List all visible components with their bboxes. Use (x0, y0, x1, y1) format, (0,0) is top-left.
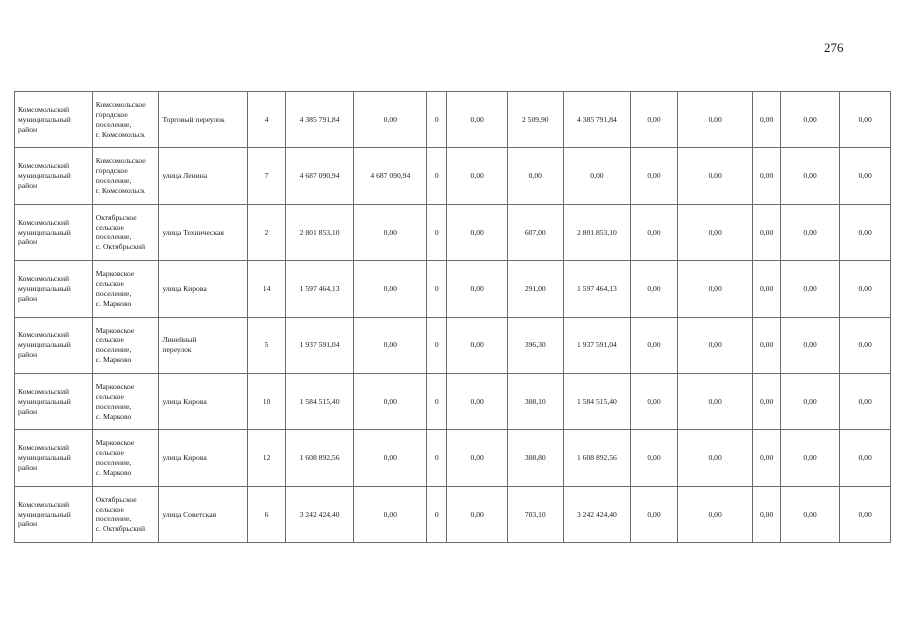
cell-text: 0,00 (708, 171, 722, 181)
cell-col-15 (840, 92, 891, 148)
cell-text: 0,00 (759, 453, 774, 463)
cell-text: 0,00 (708, 396, 722, 406)
cell-col-13 (753, 148, 780, 204)
cell-col-8 (447, 92, 508, 148)
cell-area (508, 430, 564, 486)
cell-text: 4 687 090,94 (299, 171, 340, 181)
cell-text: 2 801 853,10 (576, 227, 617, 237)
cell-text: 3 242 424,40 (299, 509, 340, 519)
cell-text: 607,00 (524, 227, 546, 237)
cell-text: 5 (264, 340, 269, 350)
cell-text: 0,00 (470, 509, 484, 519)
cell-text: 0 (434, 396, 439, 406)
cell-house-number (248, 92, 285, 148)
cell-text: 0,00 (470, 283, 484, 293)
cell-text: 0,00 (383, 227, 397, 237)
cell-text: Октябрьское сельское поселение, с. Октябрьский (95, 494, 146, 534)
cell-text: Линейный переулок (162, 335, 197, 355)
cell-text: 0,00 (647, 453, 661, 463)
cell-col-10 (563, 486, 631, 542)
cell-col-13 (753, 92, 780, 148)
cell-text: улица Техническая (162, 227, 224, 237)
cell-col-15 (840, 148, 891, 204)
cell-col-8 (447, 204, 508, 260)
cell-col-6 (354, 261, 427, 317)
cell-text: 1 597 464,13 (576, 283, 617, 293)
cell-text: 0,00 (759, 227, 774, 237)
cell-text: 14 (262, 283, 271, 293)
cell-text: 4 687 090,94 (370, 171, 411, 181)
cell-text: улица Кирова (162, 396, 207, 406)
cell-district (15, 486, 93, 542)
cell-text: 0,00 (647, 171, 661, 181)
cell-col-6 (354, 317, 427, 373)
cell-col-10 (563, 204, 631, 260)
cell-col-7 (427, 92, 447, 148)
cell-text: 7 (264, 171, 269, 181)
cell-settlement (92, 92, 159, 148)
cell-street (159, 486, 248, 542)
cell-text: Комсомольский муниципальный район (18, 161, 71, 191)
cell-text: 0,00 (858, 171, 872, 181)
cell-col-12 (677, 92, 753, 148)
cell-text: 4 385 791,84 (299, 114, 340, 124)
table-row (15, 92, 891, 148)
cell-text: 0,00 (470, 227, 484, 237)
cell-text: 0,00 (759, 114, 774, 124)
cell-text: 308,80 (524, 453, 546, 463)
cell-text: 0 (434, 283, 439, 293)
cell-text: 4 (264, 114, 269, 124)
cell-total-cost (285, 261, 354, 317)
cell-col-13 (753, 317, 780, 373)
cell-text: 0,00 (383, 114, 397, 124)
cell-text: Марковское сельское поселение, с. Марково (95, 325, 135, 365)
cell-col-15 (840, 486, 891, 542)
cell-col-8 (447, 317, 508, 373)
cell-text: 291,00 (524, 283, 546, 293)
data-table (14, 91, 891, 543)
cell-col-13 (753, 430, 780, 486)
cell-district (15, 261, 93, 317)
cell-text: 0,00 (383, 283, 397, 293)
cell-text: 1 597 464,13 (299, 283, 340, 293)
cell-col-14 (780, 148, 840, 204)
cell-col-10 (563, 373, 631, 429)
cell-col-13 (753, 204, 780, 260)
cell-text: 0,00 (803, 171, 817, 181)
cell-settlement (92, 204, 159, 260)
cell-district (15, 148, 93, 204)
cell-col-11 (631, 317, 677, 373)
cell-col-11 (631, 148, 677, 204)
table-row (15, 317, 891, 373)
table-row (15, 373, 891, 429)
cell-text: 0,00 (803, 396, 817, 406)
cell-text: 0,00 (858, 340, 872, 350)
cell-street (159, 92, 248, 148)
cell-text: 0,00 (383, 453, 397, 463)
cell-area (508, 373, 564, 429)
cell-text: 0,00 (858, 227, 872, 237)
table-row (15, 486, 891, 542)
cell-text: 2 801 853,10 (299, 227, 340, 237)
cell-col-7 (427, 486, 447, 542)
cell-area (508, 204, 564, 260)
cell-text: 0,00 (803, 283, 817, 293)
cell-text: 1 937 591,04 (576, 340, 617, 350)
cell-text: 0,00 (470, 396, 484, 406)
table-row (15, 148, 891, 204)
cell-settlement (92, 317, 159, 373)
cell-text: 0,00 (383, 509, 397, 519)
cell-total-cost (285, 430, 354, 486)
cell-text: 0,00 (759, 283, 774, 293)
cell-text: Комсомольское городское поселение, г. Комсомольск (95, 99, 146, 139)
cell-text: улица Ленина (162, 171, 208, 181)
cell-text: 1 584 515,40 (299, 396, 340, 406)
cell-col-12 (677, 317, 753, 373)
cell-col-12 (677, 486, 753, 542)
cell-street (159, 373, 248, 429)
cell-col-8 (447, 261, 508, 317)
cell-text: 4 385 791,84 (576, 114, 617, 124)
cell-text: Комсомольский муниципальный район (18, 217, 71, 247)
cell-total-cost (285, 92, 354, 148)
cell-text: 0,00 (803, 114, 817, 124)
cell-house-number (248, 486, 285, 542)
cell-district (15, 92, 93, 148)
cell-col-15 (840, 373, 891, 429)
cell-col-15 (840, 204, 891, 260)
cell-text: 12 (262, 453, 271, 463)
cell-col-10 (563, 430, 631, 486)
cell-text: 0 (434, 509, 439, 519)
cell-text: Комсомольский муниципальный район (18, 443, 71, 472)
cell-street (159, 261, 248, 317)
cell-col-12 (677, 430, 753, 486)
cell-text: Марковское сельское поселение, с. Марково (95, 438, 135, 477)
cell-text: 0,00 (759, 396, 774, 406)
cell-col-14 (780, 486, 840, 542)
cell-text: 0 (434, 340, 439, 350)
table-row (15, 261, 891, 317)
cell-text: 1 608 892,56 (299, 453, 340, 463)
cell-district (15, 430, 93, 486)
cell-text: 0 (434, 171, 439, 181)
cell-text: 0,00 (590, 171, 604, 181)
cell-text: Марковское сельское поселение, с. Марково (95, 269, 135, 308)
cell-settlement (92, 373, 159, 429)
cell-street (159, 148, 248, 204)
cell-col-14 (780, 204, 840, 260)
cell-text: 0,00 (759, 509, 774, 519)
cell-col-12 (677, 261, 753, 317)
cell-col-12 (677, 148, 753, 204)
cell-text: 0,00 (647, 227, 661, 237)
cell-text: 308,10 (524, 396, 546, 406)
cell-area (508, 148, 564, 204)
cell-text: Комсомольский муниципальный район (18, 104, 71, 134)
page-number: 276 (824, 40, 844, 55)
cell-col-14 (780, 92, 840, 148)
cell-col-7 (427, 430, 447, 486)
cell-col-7 (427, 261, 447, 317)
cell-text: 0,00 (528, 171, 542, 181)
cell-district (15, 317, 93, 373)
cell-col-15 (840, 317, 891, 373)
cell-text: 0,00 (803, 340, 817, 350)
cell-area (508, 317, 564, 373)
cell-col-15 (840, 430, 891, 486)
cell-text: 0,00 (708, 114, 722, 124)
cell-col-10 (563, 148, 631, 204)
cell-text: 0,00 (759, 171, 774, 181)
cell-col-8 (447, 148, 508, 204)
cell-text: 2 (264, 227, 269, 237)
cell-total-cost (285, 148, 354, 204)
cell-col-14 (780, 317, 840, 373)
cell-text: Комсомольский муниципальный район (18, 330, 71, 360)
cell-text: 2 509,90 (521, 114, 549, 124)
cell-col-13 (753, 373, 780, 429)
cell-text: 0,00 (647, 114, 661, 124)
cell-text: Комсомольский муниципальный район (18, 274, 71, 303)
cell-col-14 (780, 430, 840, 486)
cell-text: 0,00 (708, 283, 722, 293)
cell-text: 0,00 (858, 396, 872, 406)
cell-house-number (248, 148, 285, 204)
cell-col-6 (354, 92, 427, 148)
cell-col-14 (780, 261, 840, 317)
cell-text: 1 608 892,56 (576, 453, 617, 463)
cell-text: Комсомольское городское поселение, г. Комсомольск (95, 156, 146, 195)
cell-street (159, 317, 248, 373)
cell-text: 0,00 (708, 227, 722, 237)
cell-street (159, 430, 248, 486)
cell-text: 0,00 (470, 453, 484, 463)
cell-house-number (248, 261, 285, 317)
cell-house-number (248, 373, 285, 429)
cell-text: 1 584 515,40 (576, 396, 617, 406)
cell-col-11 (631, 373, 677, 429)
cell-col-6 (354, 373, 427, 429)
cell-settlement (92, 148, 159, 204)
cell-col-7 (427, 204, 447, 260)
cell-area (508, 486, 564, 542)
cell-settlement (92, 486, 159, 542)
cell-col-7 (427, 148, 447, 204)
cell-text: Комсомольский муниципальный район (18, 499, 71, 529)
cell-col-7 (427, 373, 447, 429)
cell-text: Октябрьское сельское поселение, с. Октябрьский (95, 212, 146, 252)
cell-text: 0,00 (803, 509, 817, 519)
cell-col-7 (427, 317, 447, 373)
cell-text: 0,00 (647, 396, 661, 406)
cell-col-8 (447, 486, 508, 542)
cell-house-number (248, 430, 285, 486)
cell-text: Комсомольский муниципальный район (18, 386, 71, 416)
cell-text: 0 (434, 114, 439, 124)
cell-text: 0,00 (708, 340, 722, 350)
cell-street (159, 204, 248, 260)
cell-district (15, 373, 93, 429)
cell-settlement (92, 261, 159, 317)
cell-col-10 (563, 261, 631, 317)
cell-text: улица Советская (162, 509, 217, 519)
cell-total-cost (285, 373, 354, 429)
cell-col-11 (631, 261, 677, 317)
cell-text: 0,00 (708, 509, 722, 519)
cell-text: 0,00 (858, 509, 872, 519)
cell-col-8 (447, 373, 508, 429)
cell-text: 703,10 (524, 509, 546, 519)
cell-col-6 (354, 486, 427, 542)
cell-text: 396,30 (524, 340, 546, 350)
cell-text: 0,00 (858, 453, 872, 463)
cell-text: 0,00 (858, 283, 872, 293)
cell-col-11 (631, 92, 677, 148)
cell-col-6 (354, 204, 427, 260)
cell-col-14 (780, 373, 840, 429)
cell-text: 0 (434, 453, 439, 463)
table-row (15, 430, 891, 486)
cell-text: 0,00 (647, 509, 661, 519)
cell-text: Марковское сельское поселение, с. Марково (95, 381, 135, 421)
cell-text: 10 (262, 396, 271, 406)
cell-total-cost (285, 317, 354, 373)
cell-text: 6 (264, 509, 269, 519)
table-row (15, 204, 891, 260)
cell-text: 0,00 (759, 340, 774, 350)
cell-house-number (248, 317, 285, 373)
cell-text: 0,00 (803, 453, 817, 463)
cell-text: 0,00 (470, 171, 484, 181)
cell-col-11 (631, 430, 677, 486)
cell-col-10 (563, 317, 631, 373)
cell-col-13 (753, 261, 780, 317)
cell-text: 0,00 (383, 340, 397, 350)
cell-col-10 (563, 92, 631, 148)
cell-text: 0,00 (470, 340, 484, 350)
cell-text: 0 (434, 227, 439, 237)
cell-col-6 (354, 148, 427, 204)
cell-text: 0,00 (647, 340, 661, 350)
cell-col-11 (631, 486, 677, 542)
cell-text: 1 937 591,04 (299, 340, 340, 350)
cell-total-cost (285, 204, 354, 260)
cell-text: 0,00 (383, 396, 397, 406)
cell-col-12 (677, 204, 753, 260)
cell-text: Торговый переулок (162, 114, 225, 124)
cell-area (508, 92, 564, 148)
cell-settlement (92, 430, 159, 486)
cell-district (15, 204, 93, 260)
cell-text: улица Кирова (162, 283, 207, 293)
cell-text: 0,00 (647, 283, 661, 293)
cell-col-12 (677, 373, 753, 429)
table-body (15, 92, 891, 543)
cell-text: 0,00 (708, 453, 722, 463)
cell-area (508, 261, 564, 317)
cell-col-13 (753, 486, 780, 542)
cell-text: улица Кирова (162, 453, 207, 463)
cell-col-6 (354, 430, 427, 486)
cell-text: 3 242 424,40 (576, 509, 617, 519)
cell-total-cost (285, 486, 354, 542)
cell-col-11 (631, 204, 677, 260)
cell-col-15 (840, 261, 891, 317)
cell-text: 0,00 (858, 114, 872, 124)
cell-house-number (248, 204, 285, 260)
cell-text: 0,00 (803, 227, 817, 237)
cell-text: 0,00 (470, 114, 484, 124)
cell-col-8 (447, 430, 508, 486)
